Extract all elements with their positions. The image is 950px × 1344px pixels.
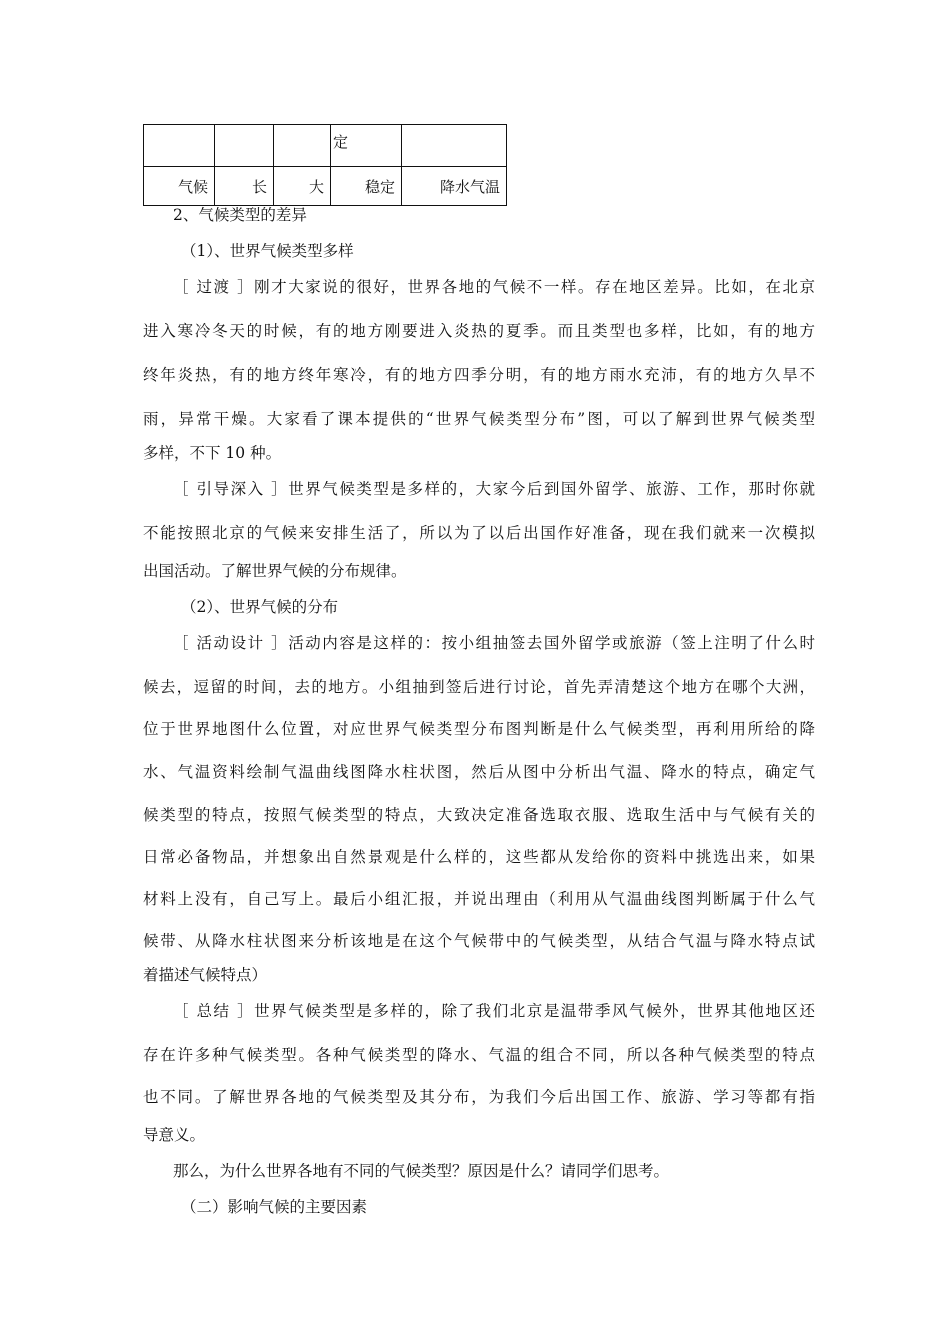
paragraph-line: 材料上没有，自己写上。最后小组汇报，并说出理由（利用从气温曲线图判断属于什么气 [143, 890, 815, 908]
paragraph-line: 进入寒冷冬天的时候，有的地方刚要进入炎热的夏季。而且类型也多样，比如，有的地方 [143, 322, 815, 340]
climate-table-fragment [143, 124, 507, 206]
paragraph-line: 着描述气候特点） [143, 966, 268, 984]
paragraph-line: 日常必备物品，并想象出自然景观是什么样的，这些都从发给你的资料中挑选出来，如果 [143, 848, 815, 866]
table-cell: 定 [331, 125, 402, 167]
table-cell [274, 125, 331, 167]
paragraph-line: 出国活动。了解世界气候的分布规律。 [143, 562, 407, 580]
paragraph-line: 候类型的特点，按照气候类型的特点，大致决定准备选取衣服、选取生活中与气候有关的 [143, 806, 815, 824]
section-heading: （二）影响气候的主要因素 [181, 1198, 368, 1216]
table-cell: 降水气温 [402, 167, 507, 206]
table-row [144, 167, 507, 206]
paragraph-line: 不能按照北京的气候来安排生活了，所以为了以后出国作好准备，现在我们就来一次模拟 [143, 524, 815, 542]
paragraph-line: ［ 过渡 ］刚才大家说的很好，世界各地的气候不一样。存在地区差异。比如，在北京 [173, 278, 815, 296]
section-heading: 2、气候类型的差异 [173, 206, 307, 224]
table-cell: 稳定 [331, 167, 402, 206]
table-cell: 长 [215, 167, 274, 206]
table-cell [215, 125, 274, 167]
paragraph-line: 水、气温资料绘制气温曲线图降水柱状图，然后从图中分析出气温、降水的特点，确定气 [143, 763, 815, 781]
paragraph-line: 多样，不下 10 种。 [143, 444, 282, 462]
paragraph-line: ［ 总结 ］世界气候类型是多样的，除了我们北京是温带季风气候外，世界其他地区还 [173, 1002, 815, 1020]
paragraph-line: 雨，异常干燥。大家看了课本提供的“世界气候类型分布”图，可以了解到世界气候类型 [143, 410, 815, 428]
paragraph-line: 终年炎热，有的地方终年寒冷，有的地方四季分明，有的地方雨水充沛，有的地方久旱不 [143, 366, 815, 384]
section-heading: （1）、世界气候类型多样 [181, 242, 354, 260]
paragraph-line: ［ 活动设计 ］活动内容是这样的：按小组抽签去国外留学或旅游（签上注明了什么时 [173, 634, 815, 652]
paragraph-line: 存在许多种气候类型。各种气候类型的降水、气温的组合不同，所以各种气候类型的特点 [143, 1046, 815, 1064]
paragraph-line: 也不同。了解世界各地的气候类型及其分布，为我们今后出国工作、旅游、学习等都有指 [143, 1088, 815, 1106]
table-row [144, 125, 507, 167]
table-cell [402, 125, 507, 167]
paragraph-line: 位于世界地图什么位置，对应世界气候类型分布图判断是什么气候类型，再利用所给的降 [143, 720, 815, 738]
paragraph-line: ［ 引导深入 ］世界气候类型是多样的，大家今后到国外留学、旅游、工作，那时你就 [173, 480, 815, 498]
paragraph-line: 候去，逗留的时间，去的地方。小组抽到签后进行讨论，首先弄清楚这个地方在哪个大洲， [143, 678, 815, 696]
paragraph-line: 那么，为什么世界各地有不同的气候类型？原因是什么？请同学们思考。 [173, 1162, 670, 1180]
section-heading: （2）、世界气候的分布 [181, 598, 339, 616]
paragraph-line: 候带、从降水柱状图来分析该地是在这个气候带中的气候类型，从结合气温与降水特点试 [143, 932, 815, 950]
table-cell: 气候 [144, 167, 215, 206]
paragraph-line: 导意义。 [143, 1126, 206, 1144]
table-cell: 大 [274, 167, 331, 206]
table-cell [144, 125, 215, 167]
